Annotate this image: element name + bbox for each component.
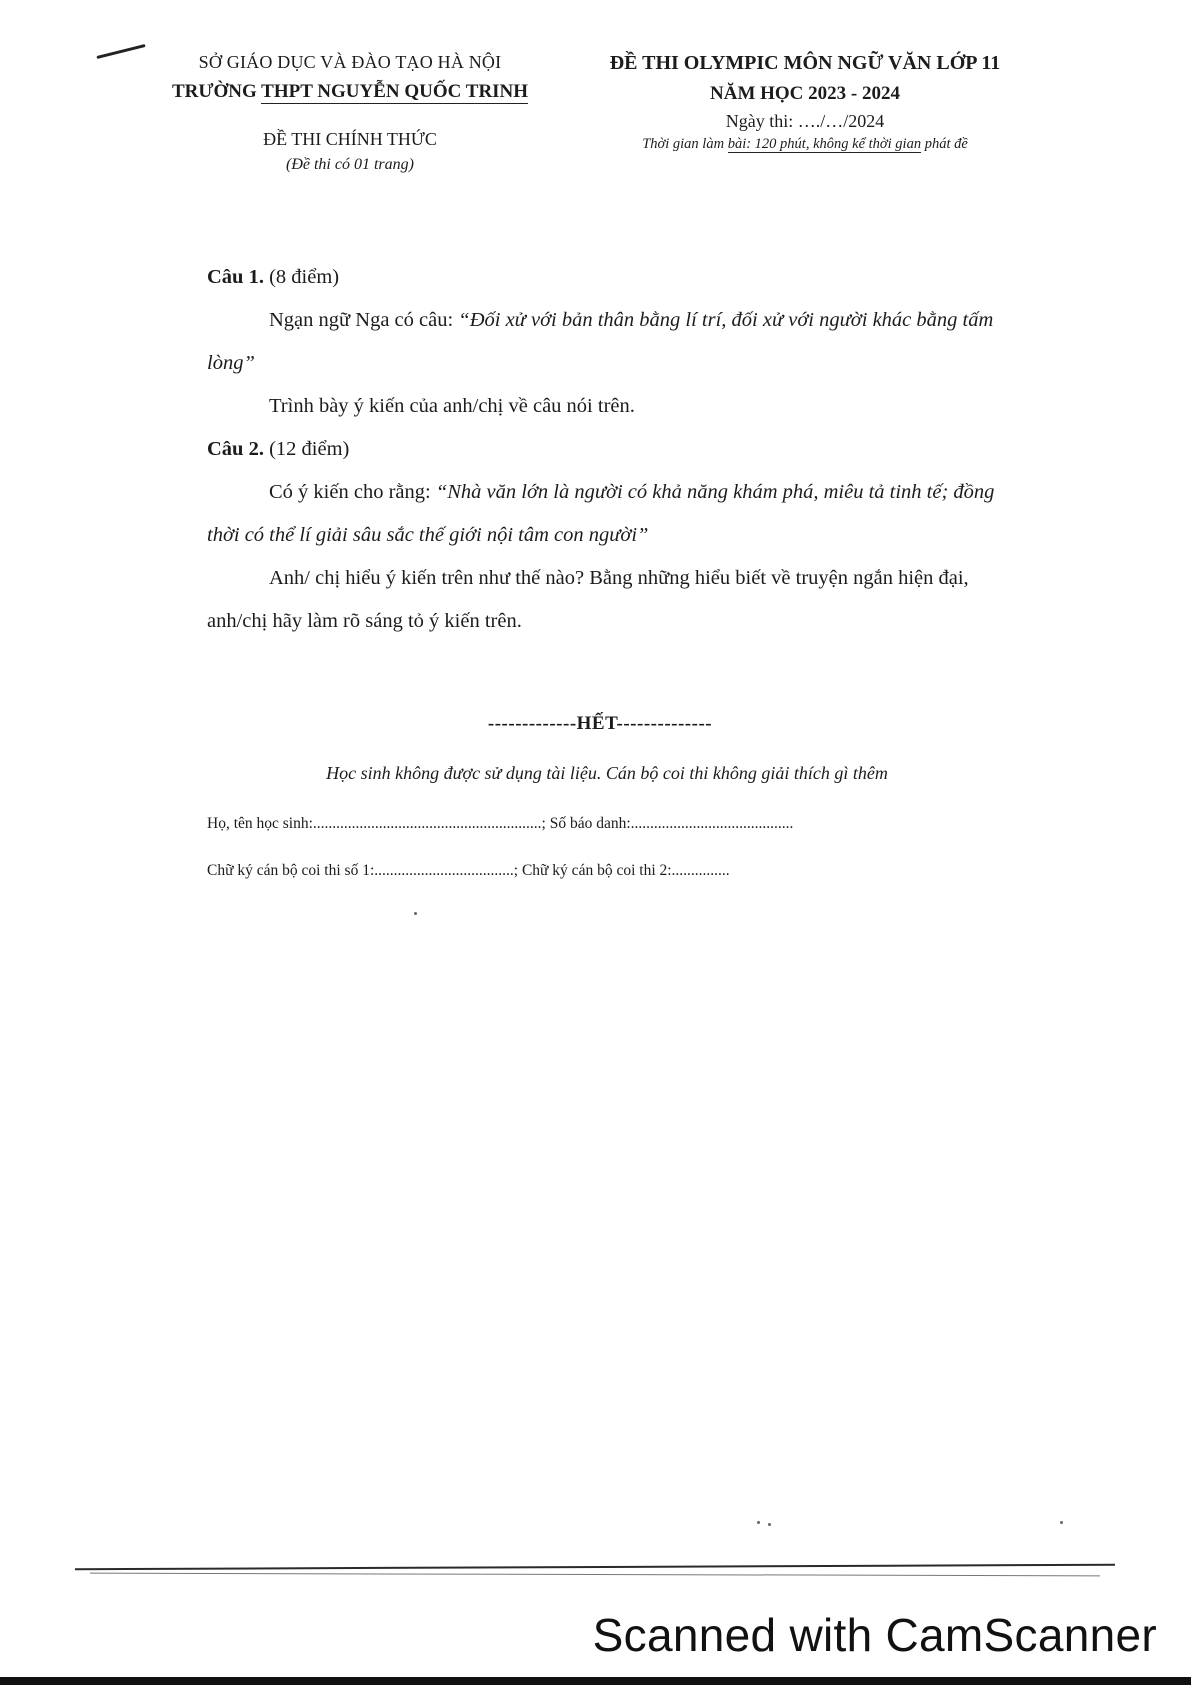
scan-speck xyxy=(768,1523,771,1526)
question-1-task: Trình bày ý kiến của anh/chị về câu nói trên. xyxy=(269,395,635,417)
candidate-number-field: ; Số báo danh:.......................................... xyxy=(541,815,794,832)
question-1-points: (8 điểm) xyxy=(269,266,340,288)
scan-speck xyxy=(414,912,417,915)
page-bottom-rule-shadow xyxy=(90,1573,1100,1577)
exam-date: Ngày thi: …./…/2024 xyxy=(725,111,885,131)
invigilator-2-signature-field: ; Chữ ký cán bộ coi thi 2:............... xyxy=(513,862,730,879)
duration-underlined: bài: 120 phút, không kể thời gian xyxy=(727,136,922,152)
question-1-prompt xyxy=(207,299,1007,385)
official-exam-label: ĐỀ THI CHÍNH THỨC xyxy=(263,129,437,149)
invigilator-signature-line xyxy=(207,862,730,880)
student-name-field: Họ, tên học sinh:........................................................... xyxy=(207,815,542,832)
student-info-line xyxy=(207,815,793,833)
exam-duration xyxy=(585,136,1025,153)
school-name-underlined: THPT NGUYỄN QUỐC TRINH xyxy=(261,81,529,102)
exam-title: ĐỀ THI OLYMPIC MÔN NGỮ VĂN LỚP 11 xyxy=(609,52,1001,74)
question-1-heading xyxy=(207,256,1007,299)
school-name xyxy=(140,81,560,103)
exam-header xyxy=(585,52,1025,153)
invigilator-1-signature-field: Chữ ký cán bộ coi thi số 1:.................................... xyxy=(207,862,514,879)
question-2-prompt xyxy=(207,471,1007,557)
duration-suffix: phát đề xyxy=(921,136,968,152)
camscanner-watermark: Scanned with CamScanner xyxy=(592,1609,1157,1661)
scan-edge xyxy=(0,1677,1191,1685)
question-2-label: Câu 2. xyxy=(207,438,264,460)
page-bottom-rule xyxy=(75,1564,1115,1571)
school-header xyxy=(140,52,560,174)
exam-rules-note: Học sinh không được sử dụng tài liệu. Cán bộ coi thi không giải thích gì thêm xyxy=(326,763,888,783)
question-2-points: (12 điểm) xyxy=(269,438,350,460)
school-year: NĂM HỌC 2023 - 2024 xyxy=(710,83,900,104)
duration-prefix: Thời gian làm xyxy=(642,136,728,152)
scan-speck xyxy=(757,1521,760,1524)
pen-stroke-mark xyxy=(96,44,145,59)
question-1-intro: Ngạn ngữ Nga có câu: xyxy=(269,309,459,331)
school-prefix: TRƯỜNG xyxy=(171,81,262,102)
department-name: SỞ GIÁO DỤC VÀ ĐÀO TẠO HÀ NỘI xyxy=(198,52,502,72)
end-marker: -------------HẾT-------------- xyxy=(487,713,713,734)
question-2-task: Anh/ chị hiểu ý kiến trên như thế nào? Bằng những hiểu biết về truyện ngắn hiện đại, anh/chị hãy làm rõ sáng tỏ ý kiến trên. xyxy=(207,567,969,632)
page-count-note: (Đề thi có 01 trang) xyxy=(286,156,414,173)
exam-questions xyxy=(207,256,1007,643)
scan-speck xyxy=(1060,1521,1063,1524)
question-2-quote: “Nhà văn lớn là người có khả năng khám phá, miêu tả tinh tế; đồng thời có thể lí giải sâu sắc thế giới nội tâm con người” xyxy=(207,481,995,546)
question-1-quote: “Đối xử với bản thân bằng lí trí, đối xử với người khác bằng tấm lòng” xyxy=(207,309,994,374)
question-2-heading xyxy=(207,428,1007,471)
question-1-label: Câu 1. xyxy=(207,266,264,288)
question-2-intro: Có ý kiến cho rằng: xyxy=(269,481,436,503)
